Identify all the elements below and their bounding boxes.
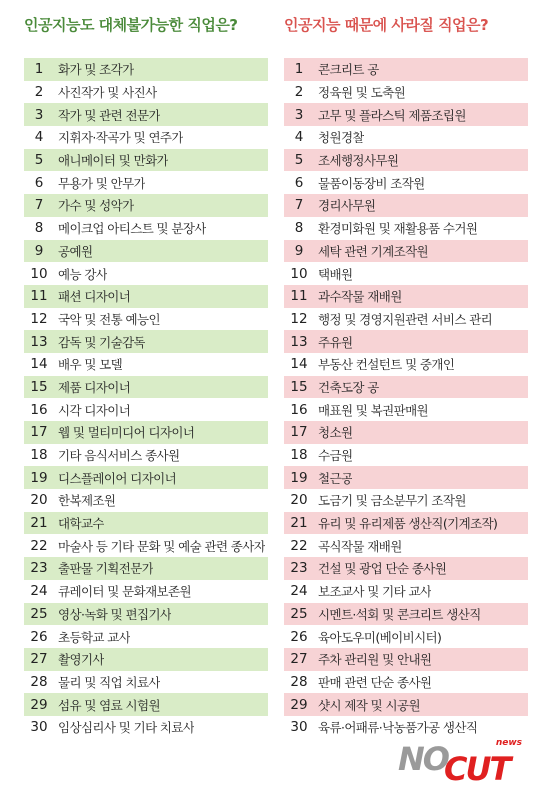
- list-item: [284, 194, 528, 217]
- irreplaceable-jobs-list: [24, 58, 268, 739]
- list-item: [284, 512, 528, 535]
- list-item: [24, 534, 268, 557]
- rank-number: 21: [30, 515, 48, 532]
- list-item: [24, 285, 268, 308]
- list-item: [24, 103, 268, 126]
- rank-number: 20: [290, 492, 308, 509]
- job-name: 도금기 및 금소분무기 조작원: [318, 493, 466, 509]
- list-item: [284, 376, 528, 399]
- job-name: 과수작물 재배원: [318, 289, 402, 305]
- job-name: 행정 및 경영지원관련 서비스 관리: [318, 311, 493, 327]
- job-name: 임상심리사 및 기타 치료사: [58, 720, 195, 736]
- list-item: [24, 149, 268, 172]
- job-name: 지휘자·작곡가 및 연주가: [58, 130, 183, 146]
- job-name: 무용가 및 안무가: [58, 175, 146, 191]
- job-name: 고무 및 플라스틱 제품조립원: [318, 107, 466, 123]
- job-name: 기타 음식서비스 종사원: [58, 448, 180, 464]
- disappearing-jobs-column: [284, 0, 528, 739]
- rank-number: 9: [294, 242, 304, 259]
- list-item: [24, 217, 268, 240]
- job-name: 보조교사 및 기타 교사: [318, 584, 432, 600]
- rank-number: 22: [290, 537, 308, 554]
- list-item: [284, 308, 528, 331]
- list-item: [24, 126, 268, 149]
- job-name: 예능 강사: [58, 266, 108, 282]
- rank-number: 1: [294, 61, 304, 78]
- job-name: 매표원 및 복권판매원: [318, 402, 429, 418]
- job-name: 경리사무원: [318, 198, 376, 214]
- job-name: 콘크리트 공: [318, 62, 379, 78]
- list-item: [284, 489, 528, 512]
- rank-number: 29: [30, 696, 48, 713]
- list-item: [284, 557, 528, 580]
- rank-number: 10: [30, 265, 48, 282]
- job-name: 수금원: [318, 448, 353, 464]
- rank-number: 12: [290, 310, 308, 327]
- job-name: 가수 및 성악가: [58, 198, 134, 214]
- list-item: [24, 376, 268, 399]
- list-item: [284, 330, 528, 353]
- rank-number: 26: [290, 628, 308, 645]
- rank-number: 16: [30, 401, 48, 418]
- rank-number: 27: [30, 651, 48, 668]
- list-item: [284, 671, 528, 694]
- rank-number: 23: [30, 560, 48, 577]
- list-item: [284, 58, 528, 81]
- job-name: 큐레이터 및 문화재보존원: [58, 584, 191, 600]
- job-name: 영상·녹화 및 편집기사: [58, 606, 172, 622]
- rank-number: 20: [30, 492, 48, 509]
- rank-number: 24: [30, 583, 48, 600]
- list-item: [284, 534, 528, 557]
- irreplaceable-jobs-column: [24, 0, 268, 739]
- rank-number: 16: [290, 401, 308, 418]
- list-item: [24, 512, 268, 535]
- job-name: 디스플레이어 디자이너: [58, 470, 177, 486]
- job-name: 건축도장 공: [318, 379, 379, 395]
- list-item: [284, 466, 528, 489]
- rank-number: 18: [30, 447, 48, 464]
- job-name: 유리 및 유리제품 생산직(기계조작): [318, 516, 498, 532]
- list-item: [24, 625, 268, 648]
- job-name: 출판물 기획전문가: [58, 561, 154, 577]
- job-name: 조세행정사무원: [318, 153, 399, 169]
- job-name: 감독 및 기술감독: [58, 334, 146, 350]
- list-item: [284, 625, 528, 648]
- rank-number: 14: [30, 356, 48, 373]
- list-item: [24, 444, 268, 467]
- list-item: [284, 285, 528, 308]
- list-item: [24, 240, 268, 263]
- rank-number: 6: [34, 174, 44, 191]
- job-name: 작가 및 관련 전문가: [58, 107, 160, 123]
- job-name: 물리 및 직업 치료사: [58, 674, 160, 690]
- job-name: 판매 관련 단순 종사원: [318, 674, 432, 690]
- rank-number: 28: [290, 673, 308, 690]
- rank-number: 29: [290, 696, 308, 713]
- job-name: 물품이동장비 조작원: [318, 175, 425, 191]
- logo-news-text: news: [495, 738, 522, 748]
- list-item: [284, 217, 528, 240]
- job-name: 화가 및 조각가: [58, 62, 134, 78]
- list-item: [284, 398, 528, 421]
- list-item: [24, 603, 268, 626]
- rank-number: 2: [34, 84, 44, 101]
- list-item: [24, 398, 268, 421]
- rank-number: 9: [34, 242, 44, 259]
- job-name: 시멘트·석회 및 콘크리트 생산직: [318, 606, 481, 622]
- job-name: 청원경찰: [318, 130, 364, 146]
- rank-number: 25: [290, 605, 308, 622]
- rank-number: 19: [290, 469, 308, 486]
- job-name: 청소원: [318, 425, 353, 441]
- job-name: 건설 및 광업 단순 종사원: [318, 561, 447, 577]
- rank-number: 13: [30, 333, 48, 350]
- job-name: 웹 및 멀티미디어 디자이너: [58, 425, 195, 441]
- rank-number: 30: [290, 719, 308, 736]
- job-name: 주유원: [318, 334, 353, 350]
- rank-number: 3: [294, 106, 304, 123]
- list-item: [284, 580, 528, 603]
- list-item: [24, 580, 268, 603]
- job-name: 육류·어패류·낙농품가공 생산직: [318, 720, 478, 736]
- rank-number: 7: [294, 197, 304, 214]
- list-item: [24, 308, 268, 331]
- list-item: [284, 648, 528, 671]
- job-name: 마술사 등 기타 문화 및 예술 관련 종사자: [58, 538, 266, 554]
- rank-number: 15: [290, 378, 308, 395]
- list-item: [284, 421, 528, 444]
- rank-number: 5: [294, 152, 304, 169]
- rank-number: 14: [290, 356, 308, 373]
- rank-number: 3: [34, 106, 44, 123]
- list-item: [284, 240, 528, 263]
- rank-number: 18: [290, 447, 308, 464]
- list-item: [24, 81, 268, 104]
- job-name: 육아도우미(베이비시터): [318, 629, 442, 645]
- rank-number: 19: [30, 469, 48, 486]
- job-name: 부동산 컨설턴트 및 중개인: [318, 357, 455, 373]
- disappearing-jobs-list: [284, 58, 528, 739]
- list-item: [284, 81, 528, 104]
- list-item: [284, 444, 528, 467]
- job-name: 샷시 제작 및 시공원: [318, 697, 420, 713]
- job-name: 초등학교 교사: [58, 629, 131, 645]
- list-item: [24, 557, 268, 580]
- list-item: [24, 489, 268, 512]
- job-name: 환경미화원 및 재활용품 수거원: [318, 221, 478, 237]
- rank-number: 17: [290, 424, 308, 441]
- list-item: [24, 171, 268, 194]
- rank-number: 8: [294, 220, 304, 237]
- job-name: 애니메이터 및 만화가: [58, 153, 169, 169]
- rank-number: 26: [30, 628, 48, 645]
- job-name: 세탁 관련 기계조작원: [318, 243, 429, 259]
- job-name: 주차 관리원 및 안내원: [318, 652, 432, 668]
- job-name: 공예원: [58, 243, 93, 259]
- list-item: [284, 262, 528, 285]
- list-item: [24, 466, 268, 489]
- job-name: 철근공: [318, 470, 353, 486]
- job-name: 섬유 및 염료 시험원: [58, 697, 160, 713]
- list-item: [284, 149, 528, 172]
- logo-no-text: NO: [398, 740, 448, 778]
- list-item: [24, 421, 268, 444]
- list-item: [24, 194, 268, 217]
- job-name: 패션 디자이너: [58, 289, 131, 305]
- rank-number: 6: [294, 174, 304, 191]
- rank-number: 4: [34, 129, 44, 146]
- rank-number: 27: [290, 651, 308, 668]
- list-item: [284, 603, 528, 626]
- rank-number: 1: [34, 61, 44, 78]
- rank-number: 23: [290, 560, 308, 577]
- job-name: 국악 및 전통 예능인: [58, 311, 160, 327]
- rank-number: 7: [34, 197, 44, 214]
- job-name: 메이크업 아티스트 및 분장사: [58, 221, 206, 237]
- rank-number: 22: [30, 537, 48, 554]
- job-name: 제품 디자이너: [58, 379, 131, 395]
- rank-number: 13: [290, 333, 308, 350]
- list-item: [24, 262, 268, 285]
- rank-number: 11: [290, 288, 308, 305]
- list-item: [24, 716, 268, 739]
- list-item: [24, 648, 268, 671]
- rank-number: 15: [30, 378, 48, 395]
- list-item: [24, 353, 268, 376]
- rank-number: 30: [30, 719, 48, 736]
- rank-number: 24: [290, 583, 308, 600]
- job-name: 촬영기사: [58, 652, 104, 668]
- irreplaceable-jobs-title: 인공지능도 대체불가능한 직업은?: [24, 16, 238, 34]
- job-name: 한복제조원: [58, 493, 116, 509]
- list-item: [284, 171, 528, 194]
- rank-number: 28: [30, 673, 48, 690]
- job-name: 시각 디자이너: [58, 402, 131, 418]
- list-item: [284, 126, 528, 149]
- list-item: [24, 693, 268, 716]
- rank-number: 5: [34, 152, 44, 169]
- nocut-news-logo: [398, 734, 528, 788]
- rank-number: 2: [294, 84, 304, 101]
- list-item: [24, 58, 268, 81]
- rank-number: 25: [30, 605, 48, 622]
- rank-number: 17: [30, 424, 48, 441]
- list-item: [24, 671, 268, 694]
- job-name: 사진작가 및 사진사: [58, 85, 157, 101]
- job-name: 대학교수: [58, 516, 104, 532]
- list-item: [284, 103, 528, 126]
- list-item: [284, 353, 528, 376]
- list-item: [284, 693, 528, 716]
- disappearing-jobs-title: 인공지능 때문에 사라질 직업은?: [284, 16, 489, 34]
- rank-number: 8: [34, 220, 44, 237]
- job-name: 택배원: [318, 266, 353, 282]
- rank-number: 10: [290, 265, 308, 282]
- rank-number: 21: [290, 515, 308, 532]
- job-name: 배우 및 모델: [58, 357, 123, 373]
- job-name: 곡식작물 재배원: [318, 538, 402, 554]
- rank-number: 12: [30, 310, 48, 327]
- job-name: 정육원 및 도축원: [318, 85, 406, 101]
- rank-number: 11: [30, 288, 48, 305]
- logo-cut-text: CUT: [444, 750, 510, 788]
- rank-number: 4: [294, 129, 304, 146]
- list-item: [24, 330, 268, 353]
